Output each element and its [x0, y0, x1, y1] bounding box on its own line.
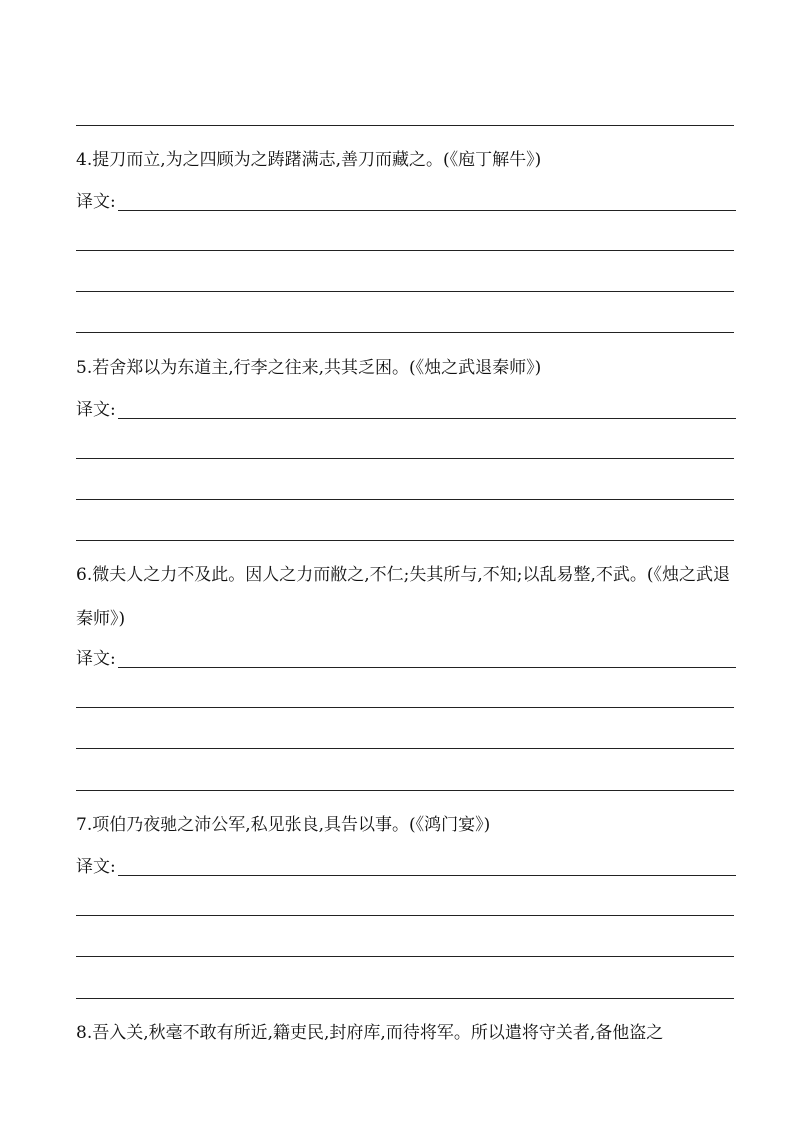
translation-input-line-5[interactable]	[118, 418, 736, 419]
translation-label-5: 译文:	[76, 400, 116, 420]
answer-line[interactable]	[76, 790, 734, 791]
question-6-text: 6.微夫人之力不及此。因人之力而敝之,不仁;失其所与,不知;以乱易整,不武。(《烛之武退秦师》)	[76, 565, 731, 629]
translation-input-line-7[interactable]	[118, 875, 736, 876]
answer-line[interactable]	[76, 540, 734, 541]
answer-line[interactable]	[76, 915, 734, 916]
answer-line[interactable]	[76, 458, 734, 459]
answer-line[interactable]	[76, 748, 734, 749]
translation-input-line-6[interactable]	[118, 667, 736, 668]
question-8-text: 8.吾入关,秋毫不敢有所近,籍吏民,封府库,而待将军。所以遣将守关者,备他盗之	[76, 1023, 664, 1043]
translation-label-7: 译文:	[76, 857, 116, 877]
answer-line[interactable]	[76, 291, 734, 292]
question-7-text: 7.项伯乃夜驰之沛公军,私见张良,具告以事。(《鸿门宴》)	[76, 815, 491, 835]
answer-line[interactable]	[76, 250, 734, 251]
answer-line[interactable]	[76, 332, 734, 333]
translation-label-4: 译文:	[76, 192, 116, 212]
answer-line	[76, 125, 734, 126]
question-4-text: 4.提刀而立,为之四顾为之踌躇满志,善刀而藏之。(《庖丁解牛》)	[76, 150, 542, 170]
translation-label-6: 译文:	[76, 649, 116, 669]
answer-line[interactable]	[76, 707, 734, 708]
answer-line[interactable]	[76, 998, 734, 999]
answer-line[interactable]	[76, 499, 734, 500]
question-5-text: 5.若舍郑以为东道主,行李之往来,共其乏困。(《烛之武退秦师》)	[76, 358, 542, 378]
translation-input-line-4[interactable]	[118, 210, 736, 211]
answer-line[interactable]	[76, 956, 734, 957]
